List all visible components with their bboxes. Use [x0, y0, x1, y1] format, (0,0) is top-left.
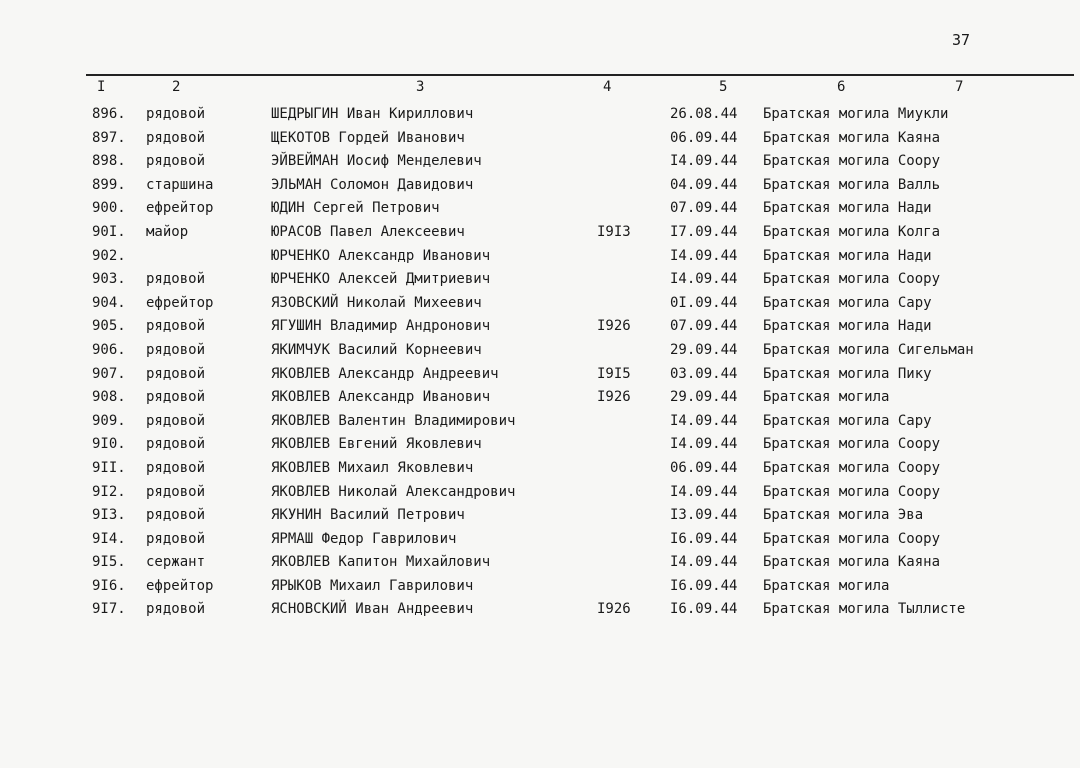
record-name: ШЕДРЫГИН Иван Кириллович [271, 106, 474, 122]
record-name: ЯЗОВСКИЙ Николай Михеевич [271, 294, 482, 311]
record-number: 9II. [92, 459, 126, 476]
record-rank: рядовой [146, 507, 206, 524]
record-number: 896. [92, 106, 126, 122]
record-number: 9I4. [92, 530, 126, 547]
record-name: ЯКИМЧУК Василий Корнеевич [271, 341, 482, 358]
table-row [0, 200, 1080, 224]
record-death-date: 06.09.44 [670, 129, 738, 146]
record-burial-place: Братская могила Нади [763, 318, 932, 335]
record-name: ЭЙВЕЙМАН Иосиф Менделевич [271, 153, 482, 170]
record-burial-place: Братская могила Колга [763, 223, 941, 240]
record-death-date: I4.09.44 [670, 554, 738, 571]
record-number: 9I0. [92, 436, 126, 453]
record-burial-place: Братская могила Нади [763, 200, 932, 217]
record-death-date: I3.09.44 [670, 507, 738, 524]
record-birth-year: I926 [597, 389, 631, 406]
record-name: ЮРЧЕНКО Александр Иванович [271, 247, 491, 264]
table-row [0, 271, 1080, 295]
record-name: ЮРАСОВ Павел Алексеевич [271, 223, 465, 240]
record-death-date: 06.09.44 [670, 459, 738, 476]
record-rank: рядовой [146, 412, 206, 429]
record-name: ЯКОВЛЕВ Александр Андреевич [271, 365, 499, 382]
record-number: 905. [92, 318, 126, 335]
record-burial-place: Братская могила Соору [763, 459, 941, 476]
record-name: ЯРЫКОВ Михаил Гаврилович [271, 577, 474, 594]
record-rank: рядовой [146, 341, 206, 358]
record-rank: рядовой [146, 106, 206, 122]
record-number: 909. [92, 412, 126, 429]
record-birth-year: I926 [597, 318, 631, 335]
record-number: 900. [92, 200, 126, 217]
record-birth-year: I9I5 [597, 365, 631, 382]
header-rule [86, 74, 1074, 76]
table-row [0, 460, 1080, 484]
table-row [0, 318, 1080, 342]
record-rank: рядовой [146, 129, 206, 146]
record-name: ЯГУШИН Владимир Андронович [271, 318, 491, 335]
record-name: ЭЛЬМАН Соломон Давидович [271, 176, 474, 193]
record-death-date: 29.09.44 [670, 389, 738, 406]
column-header-2: 2 [172, 79, 181, 95]
record-number: 9I3. [92, 507, 126, 524]
table-row [0, 130, 1080, 154]
record-rank: майор [146, 223, 189, 240]
record-death-date: I4.09.44 [670, 247, 738, 264]
record-death-date: I4.09.44 [670, 436, 738, 453]
record-burial-place: Братская могила Сару [763, 294, 932, 311]
record-number: 906. [92, 341, 126, 358]
table-row [0, 153, 1080, 177]
record-death-date: 29.09.44 [670, 341, 738, 358]
record-burial-place: Братская могила Сару [763, 412, 932, 429]
record-name: ЯРМАШ Федор Гаврилович [271, 530, 457, 547]
record-burial-place: Братская могила Валль [763, 176, 941, 193]
table-row [0, 366, 1080, 390]
column-header-7: 7 [955, 79, 964, 95]
record-death-date: 07.09.44 [670, 318, 738, 335]
record-number: 907. [92, 365, 126, 382]
record-name: ЯКОВЛЕВ Александр Иванович [271, 389, 491, 406]
table-row [0, 531, 1080, 555]
table-row [0, 389, 1080, 413]
record-burial-place: Братская могила Соору [763, 436, 941, 453]
record-name: ЯКУНИН Василий Петрович [271, 507, 465, 524]
record-burial-place: Братская могила Соору [763, 153, 941, 170]
record-burial-place: Братская могила Тыллисте [763, 601, 966, 618]
record-number: 902. [92, 247, 126, 264]
record-rank: сержант [146, 554, 206, 571]
record-number: 897. [92, 129, 126, 146]
record-name: ЯКОВЛЕВ Михаил Яковлевич [271, 459, 474, 476]
record-name: ЯКОВЛЕВ Капитон Михайлович [271, 554, 491, 571]
record-number: 9I5. [92, 554, 126, 571]
record-name: ЮРЧЕНКО Алексей Дмитриевич [271, 271, 491, 288]
record-death-date: I6.09.44 [670, 530, 738, 547]
record-rank: рядовой [146, 153, 206, 170]
table-row [0, 601, 1080, 625]
record-death-date: 26.08.44 [670, 106, 738, 122]
record-table [0, 106, 1080, 625]
record-rank: рядовой [146, 389, 206, 406]
record-name: ЯКОВЛЕВ Валентин Владимирович [271, 412, 516, 429]
record-birth-year: I926 [597, 601, 631, 618]
record-death-date: 0I.09.44 [670, 294, 738, 311]
record-rank: рядовой [146, 601, 206, 618]
record-name: ЯКОВЛЕВ Николай Александрович [271, 483, 516, 500]
record-burial-place: Братская могила Эва [763, 507, 924, 524]
record-rank: рядовой [146, 271, 206, 288]
table-row [0, 578, 1080, 602]
record-death-date: I6.09.44 [670, 577, 738, 594]
record-name: ЯСНОВСКИЙ Иван Андреевич [271, 601, 474, 618]
record-burial-place: Братская могила Нади [763, 247, 932, 264]
table-row [0, 106, 1080, 130]
record-burial-place: Братская могила Каяна [763, 554, 941, 571]
column-header-3: 3 [416, 79, 425, 95]
record-death-date: I4.09.44 [670, 412, 738, 429]
table-row [0, 248, 1080, 272]
record-rank: рядовой [146, 459, 206, 476]
table-row [0, 507, 1080, 531]
record-number: 9I2. [92, 483, 126, 500]
record-death-date: 03.09.44 [670, 365, 738, 382]
record-rank: рядовой [146, 483, 206, 500]
column-header-5: 5 [719, 79, 728, 95]
record-burial-place: Братская могила Миукли [763, 106, 949, 122]
table-row [0, 224, 1080, 248]
record-burial-place: Братская могила Соору [763, 483, 941, 500]
column-header-1: I [97, 79, 106, 95]
record-number: 90I. [92, 223, 126, 240]
record-rank: ефрейтор [146, 577, 214, 594]
record-number: 904. [92, 294, 126, 311]
record-rank: рядовой [146, 365, 206, 382]
record-number: 908. [92, 389, 126, 406]
record-name: ЯКОВЛЕВ Евгений Яковлевич [271, 436, 482, 453]
table-row [0, 413, 1080, 437]
record-rank: ефрейтор [146, 200, 214, 217]
record-death-date: 07.09.44 [670, 200, 738, 217]
record-burial-place: Братская могила Соору [763, 530, 941, 547]
record-burial-place: Братская могила [763, 389, 890, 406]
column-header-row [0, 79, 1080, 99]
record-death-date: I4.09.44 [670, 271, 738, 288]
record-rank: рядовой [146, 530, 206, 547]
record-rank: старшина [146, 176, 214, 193]
record-burial-place: Братская могила Сигельман [763, 341, 974, 358]
record-rank: рядовой [146, 436, 206, 453]
page-number: 37 [952, 31, 971, 49]
table-row [0, 554, 1080, 578]
record-number: 899. [92, 176, 126, 193]
record-death-date: I4.09.44 [670, 153, 738, 170]
record-death-date: I4.09.44 [670, 483, 738, 500]
record-death-date: 04.09.44 [670, 176, 738, 193]
table-row [0, 342, 1080, 366]
record-rank: рядовой [146, 318, 206, 335]
record-burial-place: Братская могила Соору [763, 271, 941, 288]
table-row [0, 484, 1080, 508]
record-number: 9I7. [92, 601, 126, 618]
record-name: ЮДИН Сергей Петрович [271, 200, 440, 217]
record-number: 898. [92, 153, 126, 170]
record-number: 9I6. [92, 577, 126, 594]
column-header-6: 6 [837, 79, 846, 95]
record-rank: ефрейтор [146, 294, 214, 311]
record-death-date: I6.09.44 [670, 601, 738, 618]
table-row [0, 295, 1080, 319]
record-death-date: I7.09.44 [670, 223, 738, 240]
table-row [0, 177, 1080, 201]
record-burial-place: Братская могила Пику [763, 365, 932, 382]
record-burial-place: Братская могила Каяна [763, 129, 941, 146]
column-header-4: 4 [603, 79, 612, 95]
record-number: 903. [92, 271, 126, 288]
record-name: ЩЕКОТОВ Гордей Иванович [271, 129, 465, 146]
record-birth-year: I9I3 [597, 223, 631, 240]
record-burial-place: Братская могила [763, 577, 890, 594]
table-row [0, 436, 1080, 460]
